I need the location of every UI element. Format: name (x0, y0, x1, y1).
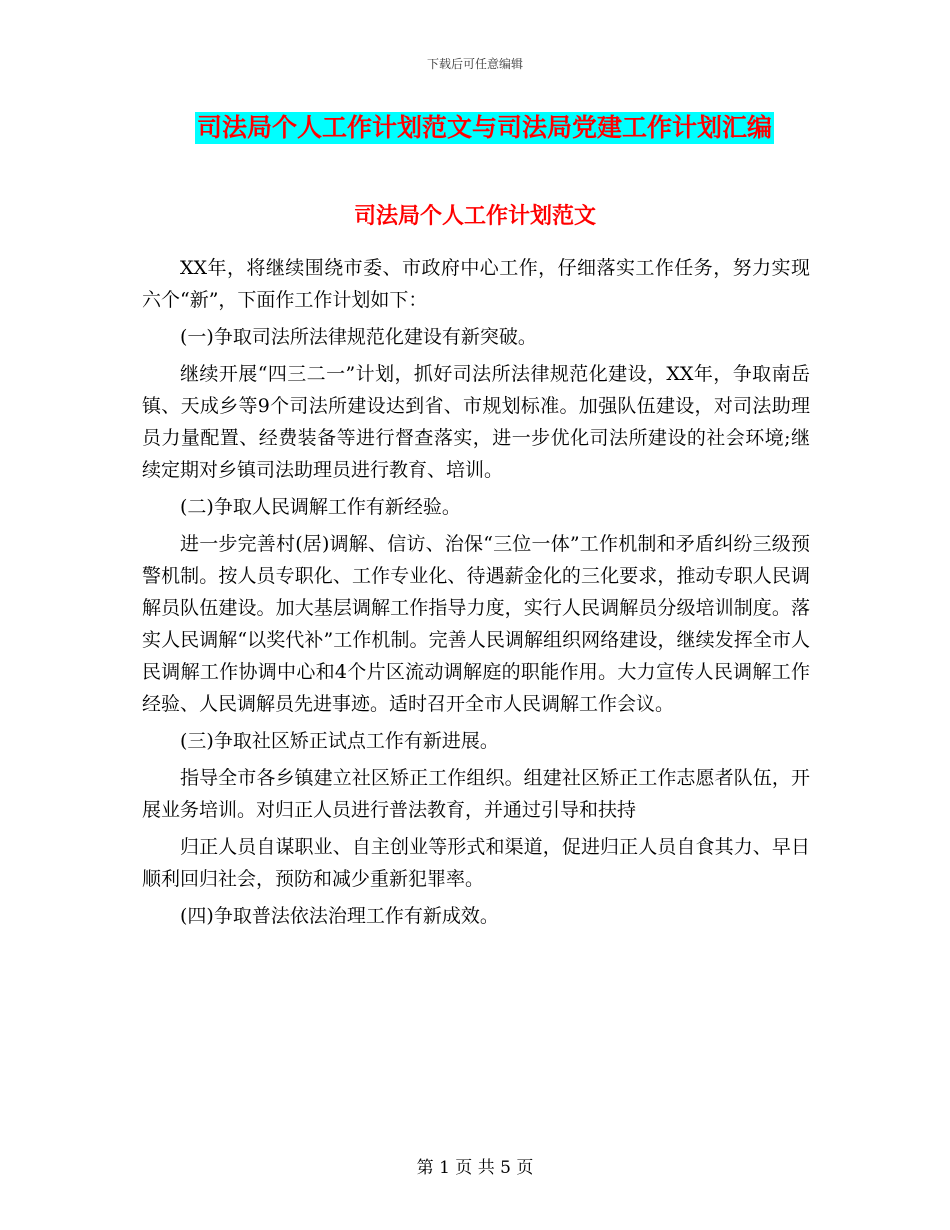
paragraph-body-3b: 归正人员自谋职业、自主创业等形式和渠道，促进归正人员自食其力、早日顺利回归社会，预防和减少重新犯罪率。 (142, 836, 810, 890)
paragraph-heading-4: (四)争取普法依法治理工作有新成效。 (180, 905, 499, 927)
paragraph-body-3a: 指导全市各乡镇建立社区矫正工作组织。组建社区矫正工作志愿者队伍，开展业务培训。对归正人员进行普法教育，并通过引导和扶持 (142, 767, 810, 821)
paragraph-heading-1: (一)争取司法所法律规范化建设有新突破。 (180, 326, 537, 348)
paragraph-heading-3: (三)争取社区矫正试点工作有新进展。 (180, 730, 499, 752)
paragraph-body-2: 进一步完善村(居)调解、信访、治保“三位一体”工作机制和矛盾纠纷三级预警机制。按人员专职化、工作专业化、待遇薪金化的三化要求，推动专职人民调解员队伍建设。加大基层调解工作指导力度，实行人民调解员分级培训制度。落实人民调解“以奖代补”工作机制。完善人民调解组织网络建设，继续发挥全市人民调解工作协调中心和4个片区流动调解庭的职能作用。大力宣传人民调解工作经验、人民调解员先进事迹。适时召开全市人民调解工作会议。 (142, 533, 810, 715)
document-body (142, 252, 810, 937)
paragraph-heading-2: (二)争取人民调解工作有新经验。 (180, 496, 461, 518)
page-footer: 第 1 页 共 5 页 (416, 1158, 534, 1178)
paragraph-body-1: 继续开展“四三二一”计划，抓好司法所法律规范化建设，XX年，争取南岳镇、天成乡等9个司法所建设达到省、市规划标准。加强队伍建设，对司法助理员力量配置、经费装备等进行督查落实，进一步优化司法所建设的社会环境;继续定期对乡镇司法助理员进行教育、培训。 (142, 363, 810, 481)
document-main-title: 司法局个人工作计划范文与司法局党建工作计划汇编 (197, 113, 773, 142)
header-note: 下载后可任意编辑 (426, 57, 523, 71)
paragraph-intro: XX年，将继续围绕市委、市政府中心工作，仔细落实工作任务，努力实现六个“新”，下面作工作计划如下： (142, 257, 810, 311)
section-title: 司法局个人工作计划范文 (353, 204, 596, 229)
